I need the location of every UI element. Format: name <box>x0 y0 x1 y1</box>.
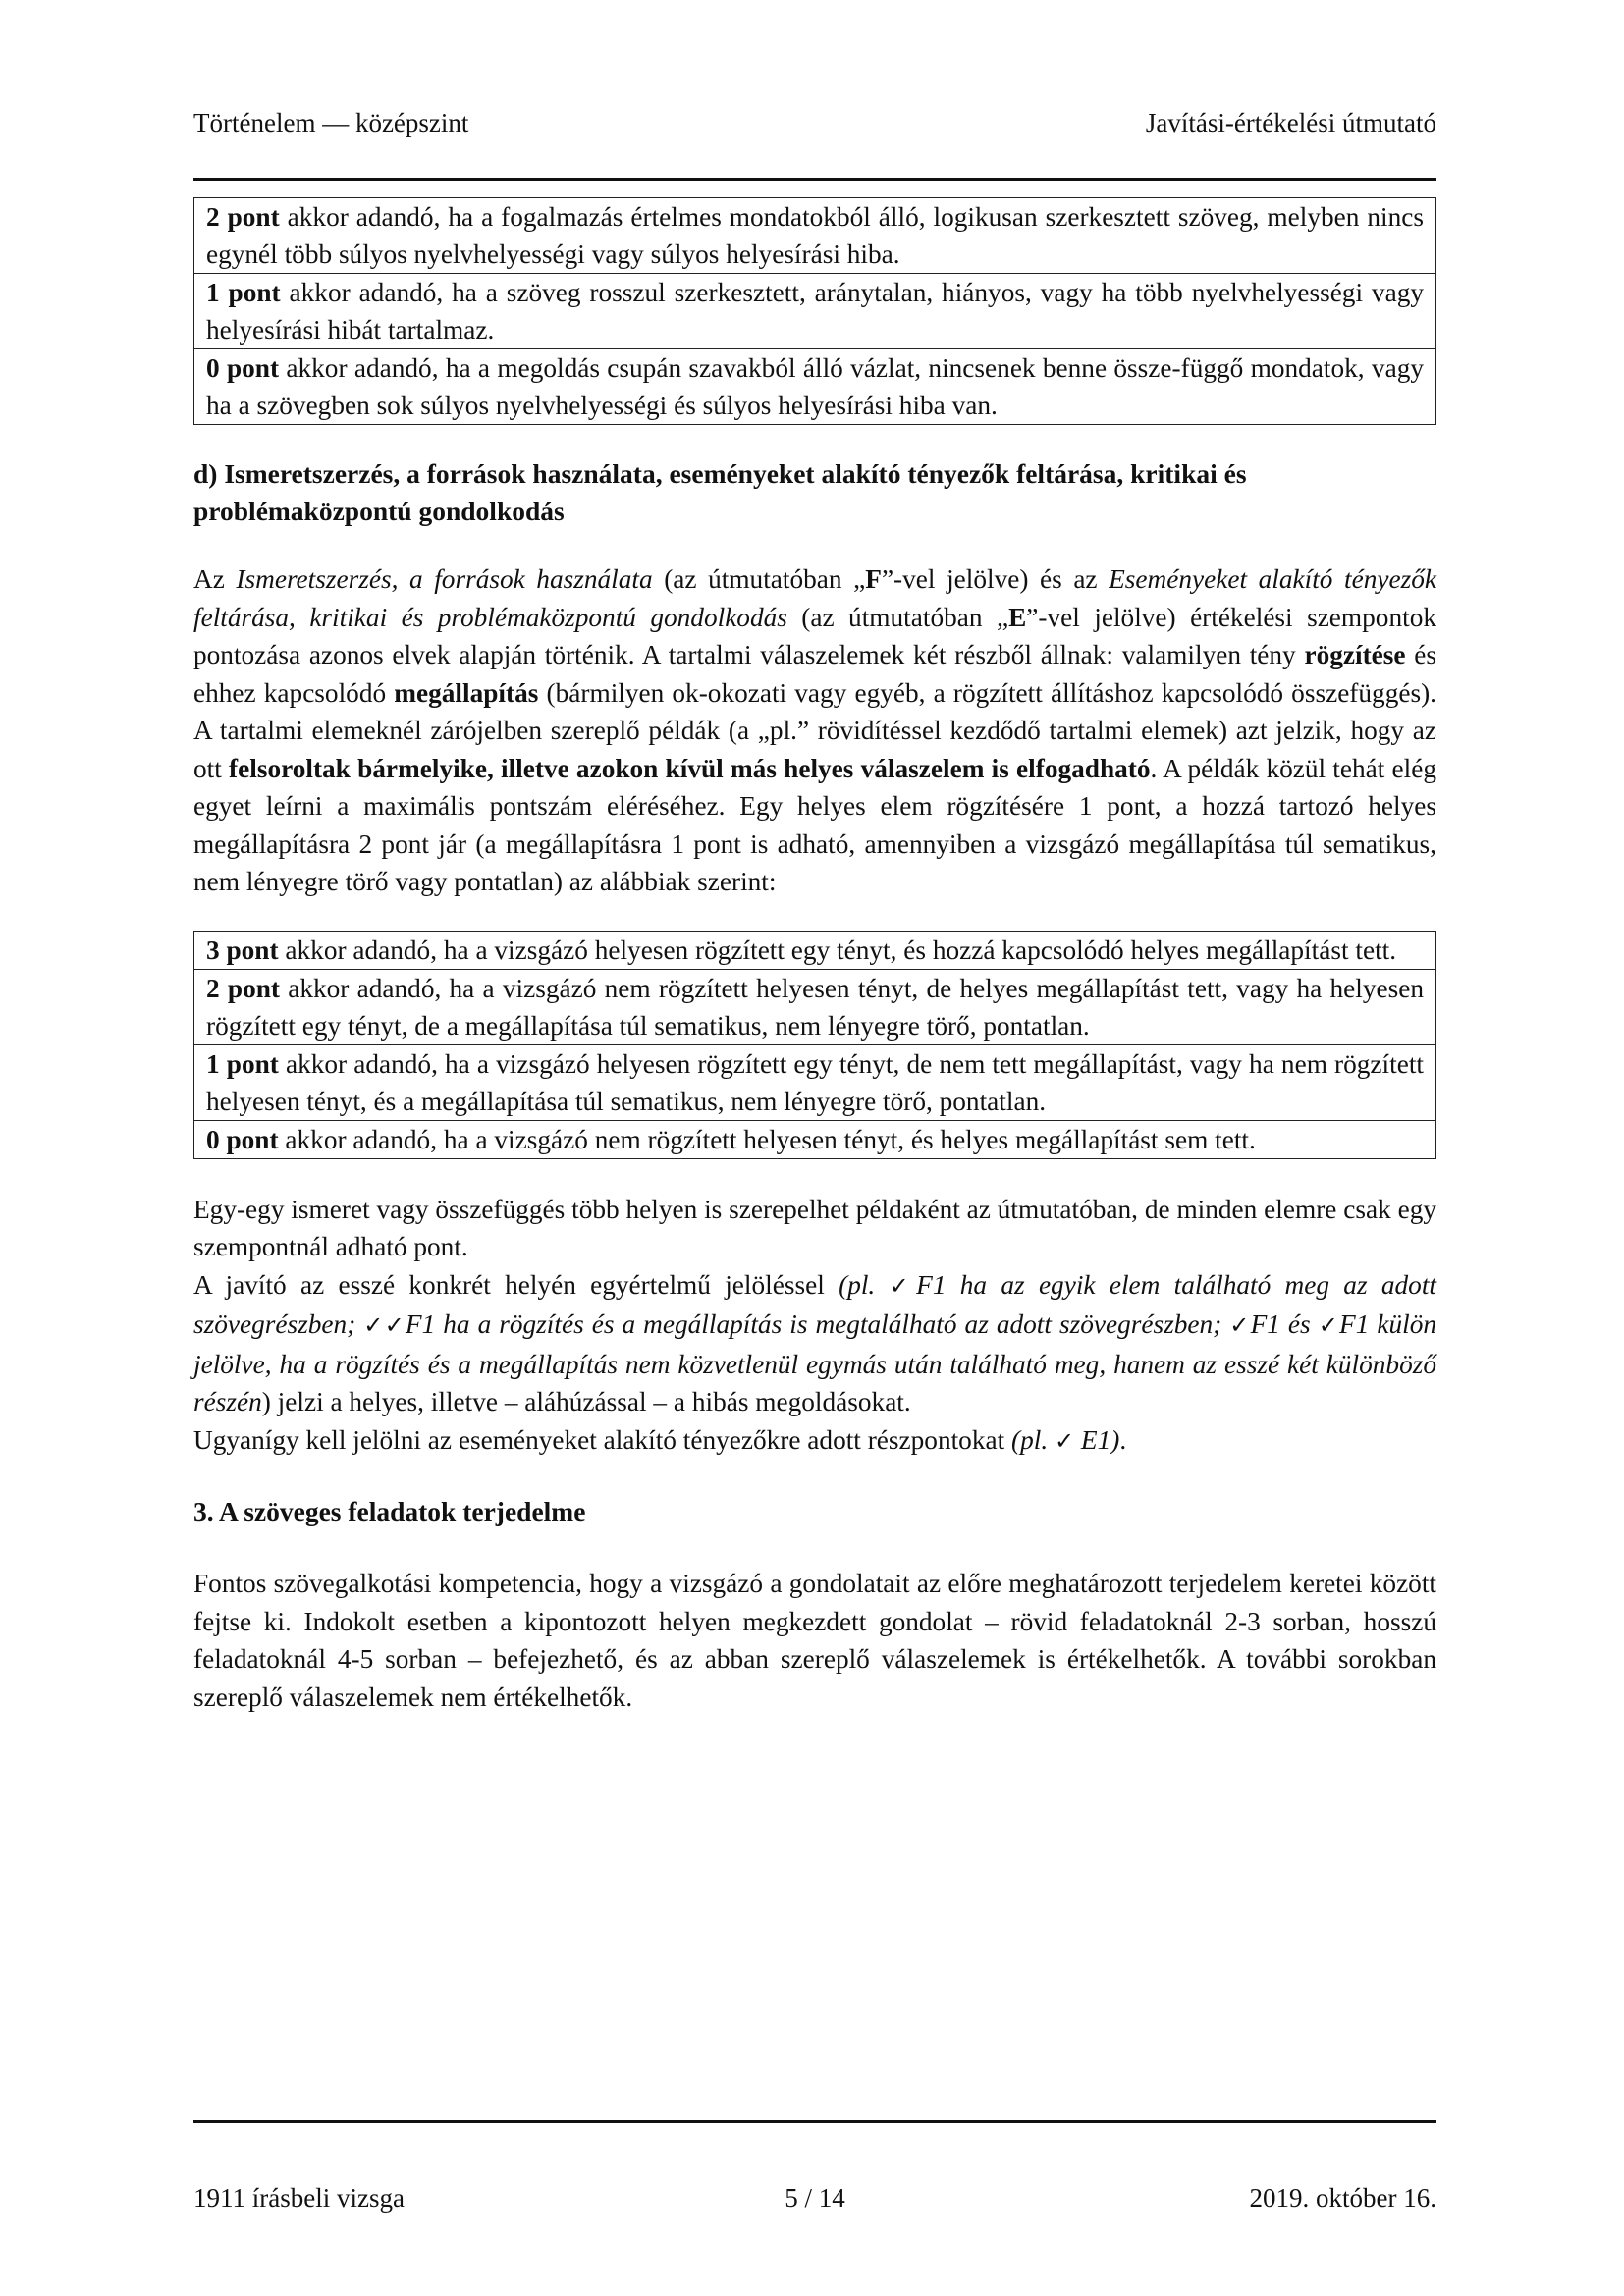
section-d-heading: d) Ismeretszerzés, a források használata, eseményeket alakító tényezők feltárása, kritikai és problémaközpontú gondolkodás <box>193 458 1247 526</box>
checkmark-icon: ✓ <box>889 1273 917 1300</box>
table-row <box>194 1044 1436 1120</box>
section-3-paragraph: Fontos szövegalkotási kompetencia, hogy a vizsgázó a gondolatait az előre meghatározott terjedelem keretei között fejtse ki. Indokolt esetben a kipontozott helyen megkezdett gondolat – rövid feladatoknál 2-3 sorban, hosszú feladatoknál 4-5 sorban – befejezhető, és az abban szereplő válaszelemek is értékelhetők. A további sorokban szereplő válaszelemek nem értékelhetők. <box>193 1569 1436 1712</box>
table-row <box>194 931 1436 969</box>
page-footer <box>193 2181 1436 2215</box>
checkmark-icon: ✓ <box>1055 1428 1075 1455</box>
footer-exam-code: 1911 írásbeli vizsga <box>193 2183 405 2213</box>
criterion-text: akkor adandó, ha a megoldás csupán szavakból álló vázlat, nincsenek benne össze-függő mondatok, vagy ha a szövegben sok súlyos nyelvhelyességi és súlyos helyesírási hiba van. <box>206 353 1424 420</box>
section-d-paragraph: Az Ismeretszerzés, a források használata (az útmutatóban „F”-vel jelölve) és az Eseményeket alakító tényezők feltárása, kritikai és problémaközpontú gondolkodás (az útmutatóban „E”-vel jelölve) értékelési szempontok pontozása azonos elvek alapján történik. A tartalmi válaszelemek két részből állnak: valamilyen tény rögzítése és ehhez kapcsolódó megállapítás (bármilyen ok-okozati vagy egyéb, a rögzített állításhoz kapcsolódó összefüggés). A tartalmi elemeknél zárójelben szereplő példák (a „pl.” rövidítéssel kezdődő tartalmi elemek) azt jelzik, hogy az ott felsoroltak bármelyike, illetve azokon kívül más helyes válaszelem is elfogadható. A példák közül tehát elég egyet leírni a maximális pontszám eléréséhez. Egy helyes elem rögzítésére 1 pont, a hozzá tartozó helyes megállapításra 2 pont jár (a megállapításra 1 pont is adható, amennyiben a vizsgázó megállapítása túl sematikus, nem lényegre törő vagy pontatlan) az alábbiak szerint: <box>193 564 1437 896</box>
language-scoring-table <box>193 197 1436 425</box>
notes-paragraph-1: Egy-egy ismeret vagy összefüggés több helyen is szerepelhet példaként az útmutatóban, de minden elemre csak egy szempontnál adható pont. <box>193 1194 1436 1261</box>
table-cell <box>194 274 1436 349</box>
double-checkmark-icon: ✓✓ <box>363 1313 406 1339</box>
points-label: 2 pont <box>206 973 280 1003</box>
section-3-heading: 3. A szöveges feladatok terjedelme <box>193 1496 586 1526</box>
points-label: 2 pont <box>206 202 280 232</box>
table-cell <box>194 1044 1436 1120</box>
table-row <box>194 349 1436 425</box>
content-scoring-table <box>193 931 1436 1159</box>
document-body <box>193 197 1436 1716</box>
table-row <box>194 274 1436 349</box>
table-cell <box>194 198 1436 274</box>
page-number: 5 / 14 <box>785 2183 845 2213</box>
criterion-text: akkor adandó, ha a fogalmazás értelmes mondatokból álló, logikusan szerkesztett szöveg, melyben nincs egynél több súlyos nyelvhelyességi vagy súlyos helyesírási hiba. <box>206 202 1424 269</box>
table-row <box>194 198 1436 274</box>
criterion-text: akkor adandó, ha a vizsgázó nem rögzített helyesen tényt, és helyes megállapítást sem tett. <box>278 1124 1256 1154</box>
table-row <box>194 969 1436 1044</box>
points-label: 0 pont <box>206 353 280 383</box>
table-row <box>194 1120 1436 1158</box>
checkmark-icon: ✓ <box>1318 1313 1340 1339</box>
header-rule <box>193 178 1436 181</box>
footer-rule <box>193 2120 1436 2123</box>
points-label: 1 pont <box>206 278 281 307</box>
table-cell <box>194 1120 1436 1158</box>
criterion-text: akkor adandó, ha a vizsgázó helyesen rögzített egy tényt, de nem tett megállapítást, vagy ha nem rögzített helyesen tényt, és a megállapítása túl sematikus, nem lényegre törő, pontatlan. <box>206 1048 1424 1116</box>
table-cell <box>194 969 1436 1044</box>
header-doc-type: Javítási-értékelési útmutató <box>1145 108 1436 137</box>
criterion-text: akkor adandó, ha a vizsgázó nem rögzített helyesen tényt, de helyes megállapítást tett, vagy ha helyesen rögzített egy tényt, de a megállapítása túl sematikus, nem lényegre törő, pontatlan. <box>206 973 1424 1041</box>
header-subject: Történelem — középszint <box>193 108 469 137</box>
notes-paragraph-3: Ugyanígy kell jelölni az eseményeket alakító tényezőkre adott részpontokat (pl. ✓ E1). <box>193 1424 1127 1455</box>
points-label: 0 pont <box>206 1124 279 1154</box>
notes-paragraph-2: A javító az esszé konkrét helyén egyértelmű jelöléssel (pl. ✓F1 ha az egyik elem található meg az adott szövegrészben; ✓✓F1 ha a rögzítés és a megállapítás is megtalálható az adott szövegrészben; ✓F1 és ✓F1 külön jelölve, ha a rögzítés és a megállapítás nem közvetlenül egymás után található meg, hanem az esszé két különböző részén) jelzi a helyes, illetve – aláhúzással – a hibás megoldásokat. <box>193 1269 1437 1416</box>
points-label: 1 pont <box>206 1048 279 1079</box>
page-header <box>193 106 1436 139</box>
points-label: 3 pont <box>206 934 279 965</box>
checkmark-icon: ✓ <box>1229 1313 1251 1339</box>
criterion-text: akkor adandó, ha a szöveg rosszul szerkesztett, aránytalan, hiányos, vagy ha több nyelvhelyességi vagy helyesírási hibát tartalmaz. <box>206 278 1424 345</box>
criterion-text: akkor adandó, ha a vizsgázó helyesen rögzített egy tényt, és hozzá kapcsolódó helyes megállapítást tett. <box>278 934 1397 965</box>
table-cell <box>194 349 1436 425</box>
footer-date: 2019. október 16. <box>1249 2183 1436 2213</box>
table-cell <box>194 931 1436 969</box>
